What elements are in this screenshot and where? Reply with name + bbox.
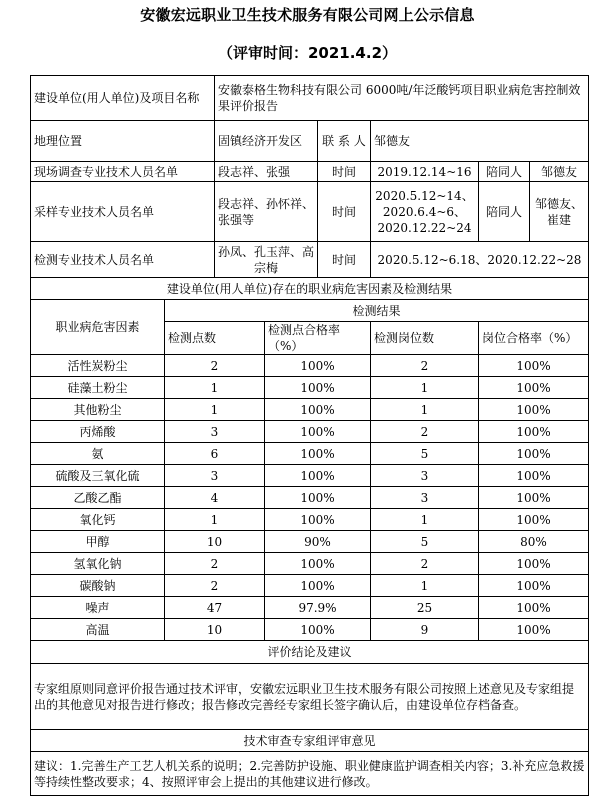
hazard-points-rate: 100% xyxy=(265,355,371,377)
hazard-points-rate: 100% xyxy=(265,465,371,487)
hazard-points: 2 xyxy=(165,553,265,575)
col-points: 检测点数 xyxy=(165,322,265,355)
hazard-posts-rate: 100% xyxy=(479,421,589,443)
hazard-factor: 其他粉尘 xyxy=(31,399,165,421)
hazard-factor: 噪声 xyxy=(31,597,165,619)
col-posts: 检测岗位数 xyxy=(371,322,479,355)
hazard-factor: 丙烯酸 xyxy=(31,421,165,443)
hazard-posts-rate: 100% xyxy=(479,553,589,575)
hazard-points: 6 xyxy=(165,443,265,465)
hazard-points-rate: 100% xyxy=(265,443,371,465)
expert-review-title: 技术审查专家组评审意见 xyxy=(31,730,589,752)
hazard-points: 4 xyxy=(165,487,265,509)
hazard-points: 2 xyxy=(165,575,265,597)
hazard-posts-rate: 100% xyxy=(479,355,589,377)
survey-value: 段志祥、张强 xyxy=(215,162,318,182)
hazard-points: 3 xyxy=(165,465,265,487)
hazard-factor: 硫酸及三氧化硫 xyxy=(31,465,165,487)
hazard-posts: 2 xyxy=(371,421,479,443)
sampling-time-label: 时间 xyxy=(318,182,371,242)
hazard-posts-rate: 100% xyxy=(479,399,589,421)
testing-time-label: 时间 xyxy=(318,242,371,278)
survey-accompany-value: 邹德友 xyxy=(530,162,589,182)
hazard-factor: 硅藻土粉尘 xyxy=(31,377,165,399)
hazard-posts: 5 xyxy=(371,443,479,465)
hazard-posts: 1 xyxy=(371,377,479,399)
testing-row xyxy=(31,242,589,278)
unit-label: 建设单位(用人单位)及项目名称 xyxy=(31,76,215,121)
hazard-points-rate: 100% xyxy=(265,377,371,399)
hazard-posts-rate: 100% xyxy=(479,575,589,597)
hazard-row xyxy=(31,355,589,377)
survey-time-value: 2019.12.14~16 xyxy=(371,162,479,182)
hazard-points: 1 xyxy=(165,509,265,531)
hazard-row xyxy=(31,421,589,443)
sampling-accompany-value: 邹德友、崔建 xyxy=(530,182,589,242)
hazard-points-rate: 100% xyxy=(265,399,371,421)
hazard-factor: 碳酸钠 xyxy=(31,575,165,597)
conclusion-title: 评价结论及建议 xyxy=(31,641,589,664)
hazard-posts: 2 xyxy=(371,553,479,575)
hazard-points: 10 xyxy=(165,619,265,641)
testing-label: 检测专业技术人员名单 xyxy=(31,242,215,278)
hazard-posts-rate: 100% xyxy=(479,377,589,399)
hazard-row xyxy=(31,619,589,641)
conclusion-text: 专家组原则同意评价报告通过技术评审，安徽宏远职业卫生技术服务有限公司按照上述意见及专家组提出的其他意见对报告进行修改；报告修改完善经专家组长签字确认后，由建设单位存档备查。 xyxy=(31,664,589,730)
hazard-posts-rate: 100% xyxy=(479,619,589,641)
hazard-posts: 1 xyxy=(371,575,479,597)
hazard-points-rate: 100% xyxy=(265,553,371,575)
hazard-posts: 9 xyxy=(371,619,479,641)
hazard-points-rate: 100% xyxy=(265,619,371,641)
contact-value: 邹德友 xyxy=(371,121,589,162)
hazard-posts: 1 xyxy=(371,399,479,421)
page-title: 安徽宏远职业卫生技术服务有限公司网上公示信息 xyxy=(140,6,475,24)
hazard-posts-rate: 100% xyxy=(479,465,589,487)
conclusion-text-row xyxy=(31,664,589,730)
info-table xyxy=(30,75,589,796)
hazard-row xyxy=(31,531,589,553)
hazard-points-rate: 97.9% xyxy=(265,597,371,619)
location-value: 固镇经济开发区 xyxy=(215,121,318,162)
hazard-points-rate: 100% xyxy=(265,575,371,597)
expert-text-row xyxy=(31,752,589,796)
sampling-time-value: 2020.5.12~14、2020.6.4~6、2020.12.22~24 xyxy=(371,182,479,242)
hazard-posts-rate: 100% xyxy=(479,597,589,619)
hazard-row xyxy=(31,399,589,421)
hazard-posts-rate: 80% xyxy=(479,531,589,553)
hazard-points: 47 xyxy=(165,597,265,619)
hazard-posts: 25 xyxy=(371,597,479,619)
hazard-points: 1 xyxy=(165,399,265,421)
hazard-factor: 活性炭粉尘 xyxy=(31,355,165,377)
hazards-section-row xyxy=(31,278,589,300)
hazards-section-title: 建设单位(用人单位)存在的职业病危害因素及检测结果 xyxy=(31,278,589,300)
hazard-posts-rate: 100% xyxy=(479,509,589,531)
hazard-posts: 2 xyxy=(371,355,479,377)
hazards-header-row xyxy=(31,300,589,322)
hazard-row xyxy=(31,465,589,487)
survey-label: 现场调查专业技术人员名单 xyxy=(31,162,215,182)
conclusion-title-row xyxy=(31,641,589,664)
hazard-row xyxy=(31,509,589,531)
hazard-posts: 3 xyxy=(371,487,479,509)
hazard-posts-rate: 100% xyxy=(479,487,589,509)
hazard-row xyxy=(31,575,589,597)
hazard-factor: 高温 xyxy=(31,619,165,641)
testing-value: 孙凤、孔玉萍、高宗梅 xyxy=(215,242,318,278)
survey-accompany-label: 陪同人 xyxy=(479,162,530,182)
review-time: （评审时间：2021.4.2） xyxy=(217,44,398,62)
hazard-row xyxy=(31,377,589,399)
expert-review-text: 建议：1.完善生产工艺人机关系的说明；2.完善防护设施、职业健康监护调查相关内容；3.补充应急救援等持续性整改要求；4、按照评审会上提出的其他建议进行修改。 xyxy=(31,752,589,796)
hazard-posts-rate: 100% xyxy=(479,443,589,465)
unit-row xyxy=(31,76,589,121)
unit-value: 安徽泰格生物科技有限公司 6000吨/年泛酸钙项目职业病危害控制效果评价报告 xyxy=(215,76,589,121)
location-label: 地理位置 xyxy=(31,121,215,162)
hazard-factor: 甲醇 xyxy=(31,531,165,553)
col-posts-rate: 岗位合格率（%） xyxy=(479,322,589,355)
hazard-row xyxy=(31,553,589,575)
testing-time-value: 2020.5.12~6.18、2020.12.22~28 xyxy=(371,242,589,278)
hazard-points-rate: 90% xyxy=(265,531,371,553)
hazard-factor: 乙酸乙酯 xyxy=(31,487,165,509)
hazard-points-rate: 100% xyxy=(265,487,371,509)
hazard-points: 10 xyxy=(165,531,265,553)
hazard-posts: 1 xyxy=(371,509,479,531)
contact-label: 联 系 人 xyxy=(318,121,371,162)
sampling-label: 采样专业技术人员名单 xyxy=(31,182,215,242)
hazard-points: 1 xyxy=(165,377,265,399)
results-header: 检测结果 xyxy=(165,300,589,322)
hazard-points: 3 xyxy=(165,421,265,443)
survey-time-label: 时间 xyxy=(318,162,371,182)
hazard-points-rate: 100% xyxy=(265,421,371,443)
sampling-row xyxy=(31,182,589,242)
hazard-posts: 5 xyxy=(371,531,479,553)
hazard-row xyxy=(31,487,589,509)
hazard-factor: 氢氧化钠 xyxy=(31,553,165,575)
hazard-row xyxy=(31,597,589,619)
survey-row xyxy=(31,162,589,182)
hazard-factor: 氨 xyxy=(31,443,165,465)
hazard-points: 2 xyxy=(165,355,265,377)
expert-title-row xyxy=(31,730,589,752)
factor-header: 职业病危害因素 xyxy=(31,300,165,355)
hazard-posts: 3 xyxy=(371,465,479,487)
hazard-row xyxy=(31,443,589,465)
col-points-rate: 检测点合格率（%） xyxy=(265,322,371,355)
location-row xyxy=(31,121,589,162)
sampling-value: 段志祥、孙怀祥、张强等 xyxy=(215,182,318,242)
sampling-accompany-label: 陪同人 xyxy=(479,182,530,242)
hazard-points-rate: 100% xyxy=(265,509,371,531)
hazard-factor: 氧化钙 xyxy=(31,509,165,531)
